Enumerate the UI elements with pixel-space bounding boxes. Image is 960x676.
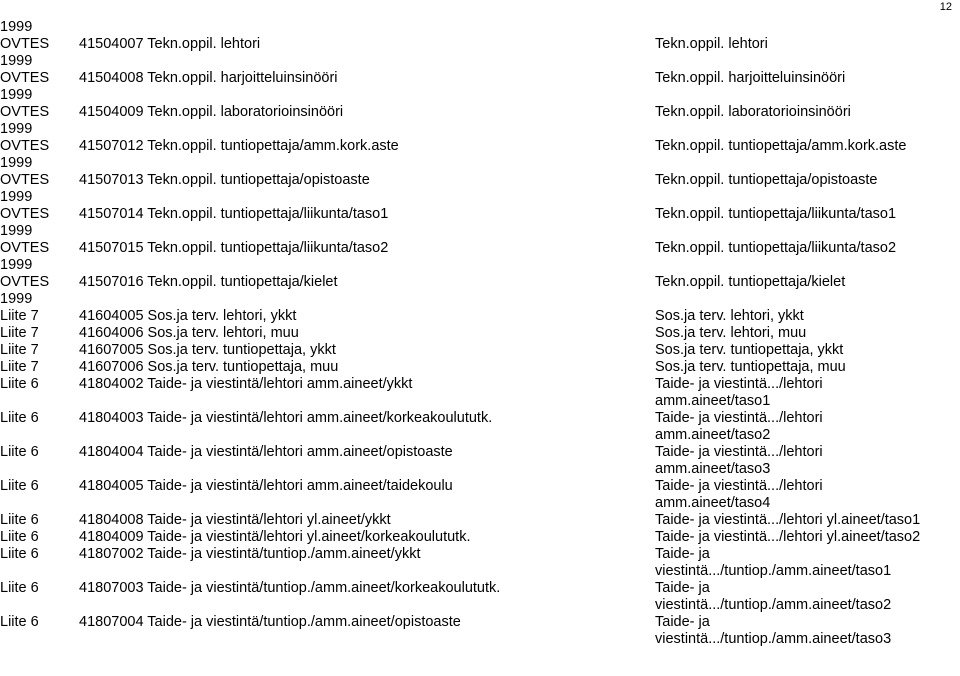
short-title-cell — [655, 308, 804, 325]
short-title-line: Sos.ja terv. lehtori, ykkt — [655, 308, 804, 324]
code-title-cell: 41507012 Tekn.oppil. tuntiopettaja/amm.kork.aste — [79, 138, 399, 154]
table-row — [0, 614, 960, 648]
year-cell: 1999 — [0, 189, 33, 205]
group-cell: OVTES — [0, 240, 50, 256]
short-title-cell — [655, 342, 843, 359]
short-title-cell — [655, 36, 768, 53]
short-title-line: Taide- ja viestintä.../lehtori — [655, 376, 823, 392]
table-row — [0, 121, 960, 155]
short-title-line: Tekn.oppil. tuntiopettaja/kielet — [655, 274, 846, 290]
year-cell: 1999 — [0, 53, 33, 69]
table-row — [0, 376, 960, 410]
group-cell: Liite 7 — [0, 325, 39, 341]
short-title-line: Tekn.oppil. laboratorioinsinööri — [655, 104, 851, 120]
table-row — [0, 546, 960, 580]
short-title-line: Tekn.oppil. harjoitteluinsinööri — [655, 70, 846, 86]
short-title-cell — [655, 410, 823, 444]
short-title-line: amm.aineet/taso1 — [655, 393, 771, 409]
short-title-line: Taide- ja — [655, 614, 710, 630]
table-row — [0, 478, 960, 512]
short-title-line: viestintä.../tuntiop./amm.aineet/taso3 — [655, 631, 892, 647]
short-title-cell — [655, 614, 891, 648]
year-cell: 1999 — [0, 19, 33, 35]
short-title-line: Taide- ja — [655, 580, 710, 596]
group-cell: Liite 6 — [0, 376, 39, 392]
short-title-cell — [655, 444, 823, 478]
short-title-cell — [655, 359, 846, 376]
code-title-cell: 41504007 Tekn.oppil. lehtori — [79, 36, 261, 52]
table-row — [0, 291, 960, 325]
code-title-cell: 41807002 Taide- ja viestintä/tuntiop./amm.aineet/ykkt — [79, 546, 421, 562]
short-title-cell — [655, 138, 906, 155]
table-row — [0, 325, 960, 342]
code-title-cell: 41504008 Tekn.oppil. harjoitteluinsinööri — [79, 70, 338, 86]
short-title-line: Tekn.oppil. tuntiopettaja/opistoaste — [655, 172, 878, 188]
year-cell: 1999 — [0, 121, 33, 137]
short-title-line: Taide- ja — [655, 546, 710, 562]
table-row — [0, 512, 960, 529]
short-title-line: Taide- ja viestintä.../lehtori — [655, 410, 823, 426]
group-cell: Liite 7 — [0, 308, 39, 324]
short-title-line: Sos.ja terv. tuntiopettaja, ykkt — [655, 342, 844, 358]
table-row — [0, 529, 960, 546]
year-cell: 1999 — [0, 87, 33, 103]
code-title-cell: 41607005 Sos.ja terv. tuntiopettaja, ykkt — [79, 342, 336, 358]
code-title-cell: 41804003 Taide- ja viestintä/lehtori amm.aineet/korkeakoulututk. — [79, 410, 493, 426]
short-title-line: Tekn.oppil. lehtori — [655, 36, 768, 52]
short-title-line: Tekn.oppil. tuntiopettaja/liikunta/taso1 — [655, 206, 897, 222]
short-title-cell — [655, 376, 823, 410]
year-cell: 1999 — [0, 155, 33, 171]
short-title-line: Taide- ja viestintä.../lehtori yl.aineet/taso2 — [655, 529, 921, 545]
group-cell: Liite 6 — [0, 580, 39, 596]
code-title-cell: 41604006 Sos.ja terv. lehtori, muu — [79, 325, 299, 341]
group-cell: Liite 7 — [0, 359, 39, 375]
short-title-line: Tekn.oppil. tuntiopettaja/liikunta/taso2 — [655, 240, 897, 256]
group-cell: Liite 6 — [0, 444, 39, 460]
short-title-cell — [655, 325, 806, 342]
short-title-line: amm.aineet/taso4 — [655, 495, 771, 511]
year-cell: 1999 — [0, 291, 33, 307]
group-cell: OVTES — [0, 172, 50, 188]
group-cell: Liite 6 — [0, 614, 39, 630]
year-cell: 1999 — [0, 257, 33, 273]
code-title-cell: 41504009 Tekn.oppil. laboratorioinsinööri — [79, 104, 344, 120]
table-row — [0, 223, 960, 257]
table-row — [0, 53, 960, 87]
group-cell: Liite 6 — [0, 512, 39, 528]
short-title-line: viestintä.../tuntiop./amm.aineet/taso1 — [655, 563, 892, 579]
code-title-cell: 41507015 Tekn.oppil. tuntiopettaja/liikunta/taso2 — [79, 240, 389, 256]
code-title-cell: 41804004 Taide- ja viestintä/lehtori amm.aineet/opistoaste — [79, 444, 453, 460]
code-title-cell: 41804008 Taide- ja viestintä/lehtori yl.aineet/ykkt — [79, 512, 391, 528]
table-row — [0, 359, 960, 376]
table-row — [0, 580, 960, 614]
group-cell: Liite 6 — [0, 478, 39, 494]
group-cell: OVTES — [0, 274, 50, 290]
short-title-cell — [655, 172, 877, 189]
group-cell: OVTES — [0, 36, 50, 52]
code-title-cell: 41507016 Tekn.oppil. tuntiopettaja/kielet — [79, 274, 338, 290]
code-title-cell: 41604005 Sos.ja terv. lehtori, ykkt — [79, 308, 297, 324]
short-title-cell — [655, 529, 920, 546]
code-title-cell: 41804005 Taide- ja viestintä/lehtori amm.aineet/taidekoulu — [79, 478, 453, 494]
short-title-cell — [655, 206, 896, 223]
table-row — [0, 410, 960, 444]
group-cell: Liite 6 — [0, 529, 39, 545]
page-number: 12 — [939, 1, 952, 13]
short-title-line: Taide- ja viestintä.../lehtori yl.aineet/taso1 — [655, 512, 921, 528]
short-title-line: Taide- ja viestintä.../lehtori — [655, 444, 823, 460]
short-title-line: Sos.ja terv. tuntiopettaja, muu — [655, 359, 846, 375]
short-title-line: Sos.ja terv. lehtori, muu — [655, 325, 807, 341]
short-title-cell — [655, 104, 851, 121]
short-title-cell — [655, 70, 845, 87]
year-cell: 1999 — [0, 223, 33, 239]
short-title-cell — [655, 240, 896, 257]
group-cell: Liite 6 — [0, 410, 39, 426]
table-row — [0, 19, 960, 53]
table-row — [0, 257, 960, 291]
code-title-cell: 41507014 Tekn.oppil. tuntiopettaja/liikunta/taso1 — [79, 206, 389, 222]
table-row — [0, 87, 960, 121]
job-title-table — [0, 19, 960, 648]
group-cell: OVTES — [0, 138, 50, 154]
code-title-cell: 41804002 Taide- ja viestintä/lehtori amm.aineet/ykkt — [79, 376, 413, 392]
short-title-line: viestintä.../tuntiop./amm.aineet/taso2 — [655, 597, 892, 613]
short-title-line: amm.aineet/taso2 — [655, 427, 771, 443]
short-title-cell — [655, 546, 891, 580]
group-cell: OVTES — [0, 104, 50, 120]
short-title-line: Tekn.oppil. tuntiopettaja/amm.kork.aste — [655, 138, 907, 154]
code-title-cell: 41507013 Tekn.oppil. tuntiopettaja/opistoaste — [79, 172, 370, 188]
group-cell: Liite 7 — [0, 342, 39, 358]
code-title-cell: 41807003 Taide- ja viestintä/tuntiop./amm.aineet/korkeakoulututk. — [79, 580, 501, 596]
code-title-cell: 41804009 Taide- ja viestintä/lehtori yl.aineet/korkeakoulututk. — [79, 529, 471, 545]
short-title-cell — [655, 580, 891, 614]
table-row — [0, 189, 960, 223]
table-row — [0, 444, 960, 478]
short-title-line: amm.aineet/taso3 — [655, 461, 771, 477]
code-title-cell: 41607006 Sos.ja terv. tuntiopettaja, muu — [79, 359, 339, 375]
short-title-cell — [655, 478, 823, 512]
group-cell: OVTES — [0, 206, 50, 222]
short-title-line: Taide- ja viestintä.../lehtori — [655, 478, 823, 494]
short-title-cell — [655, 274, 845, 291]
code-title-cell: 41807004 Taide- ja viestintä/tuntiop./amm.aineet/opistoaste — [79, 614, 461, 630]
table-row — [0, 155, 960, 189]
group-cell: OVTES — [0, 70, 50, 86]
group-cell: Liite 6 — [0, 546, 39, 562]
table-row — [0, 342, 960, 359]
short-title-cell — [655, 512, 920, 529]
